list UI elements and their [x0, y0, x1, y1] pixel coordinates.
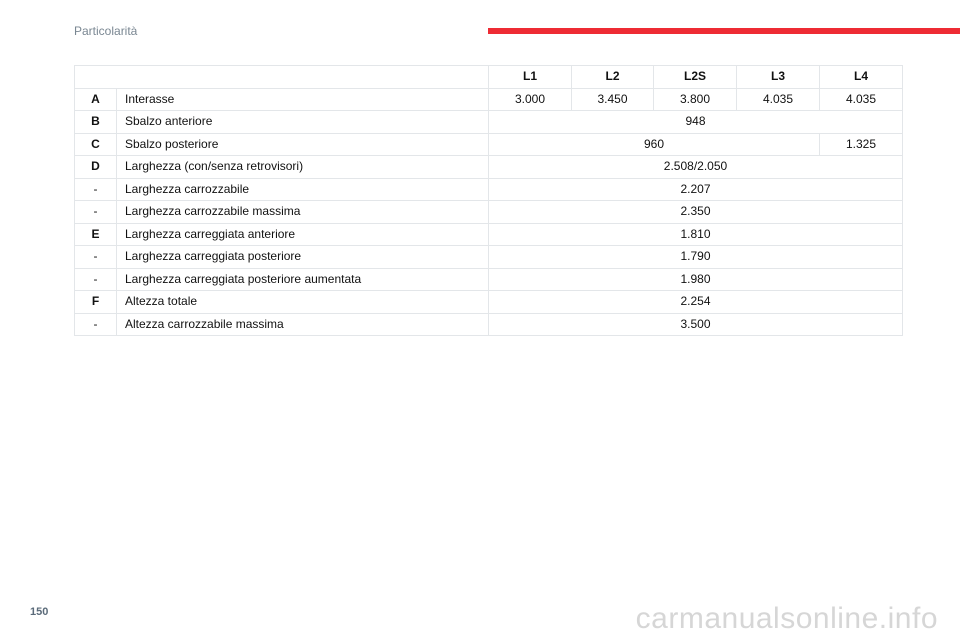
table-row [75, 111, 903, 134]
row-code: - [75, 178, 117, 201]
row-label: Larghezza carreggiata anteriore [117, 223, 489, 246]
row-label: Larghezza carrozzabile [117, 178, 489, 201]
table-row [75, 223, 903, 246]
row-label: Altezza totale [117, 291, 489, 314]
row-value: 3.500 [489, 313, 903, 336]
table-row [75, 313, 903, 336]
table-row [75, 88, 903, 111]
row-value: 3.000 [489, 88, 572, 111]
table-row [75, 133, 903, 156]
row-value: 2.207 [489, 178, 903, 201]
row-code: B [75, 111, 117, 134]
row-value: 2.350 [489, 201, 903, 224]
row-value: 2.508/2.050 [489, 156, 903, 179]
row-label: Larghezza carreggiata posteriore [117, 246, 489, 269]
column-header: L1 [489, 66, 572, 89]
row-value: 1.810 [489, 223, 903, 246]
row-label: Larghezza carrozzabile massima [117, 201, 489, 224]
table-row [75, 246, 903, 269]
table-row [75, 268, 903, 291]
row-label: Altezza carrozzabile massima [117, 313, 489, 336]
row-value: 3.800 [654, 88, 737, 111]
row-code: - [75, 313, 117, 336]
table-row [75, 201, 903, 224]
row-value: 2.254 [489, 291, 903, 314]
row-label: Larghezza (con/senza retrovisori) [117, 156, 489, 179]
row-value: 960 [489, 133, 820, 156]
row-label: Sbalzo posteriore [117, 133, 489, 156]
dimensions-table [74, 65, 903, 336]
row-label: Larghezza carreggiata posteriore aumentata [117, 268, 489, 291]
row-code: C [75, 133, 117, 156]
row-code: - [75, 246, 117, 269]
row-code: - [75, 201, 117, 224]
watermark: carmanualsonline.info [635, 602, 938, 635]
column-header: L4 [820, 66, 903, 89]
row-code: - [75, 268, 117, 291]
row-code: F [75, 291, 117, 314]
column-header: L2 [572, 66, 654, 89]
table-row [75, 178, 903, 201]
table-row [75, 156, 903, 179]
row-value: 948 [489, 111, 903, 134]
table-header-row [75, 66, 903, 89]
row-label: Interasse [117, 88, 489, 111]
row-value: 3.450 [572, 88, 654, 111]
row-code: A [75, 88, 117, 111]
table-row [75, 291, 903, 314]
row-value: 4.035 [820, 88, 903, 111]
page-number: 150 [30, 606, 49, 618]
row-value: 1.325 [820, 133, 903, 156]
section-accent-bar [488, 28, 960, 34]
column-header: L2S [654, 66, 737, 89]
row-value: 1.980 [489, 268, 903, 291]
section-title: Particolarità [74, 24, 138, 38]
row-code: E [75, 223, 117, 246]
column-header: L3 [737, 66, 820, 89]
row-value: 4.035 [737, 88, 820, 111]
row-code: D [75, 156, 117, 179]
row-value: 1.790 [489, 246, 903, 269]
header-empty-cell [75, 66, 489, 89]
row-label: Sbalzo anteriore [117, 111, 489, 134]
